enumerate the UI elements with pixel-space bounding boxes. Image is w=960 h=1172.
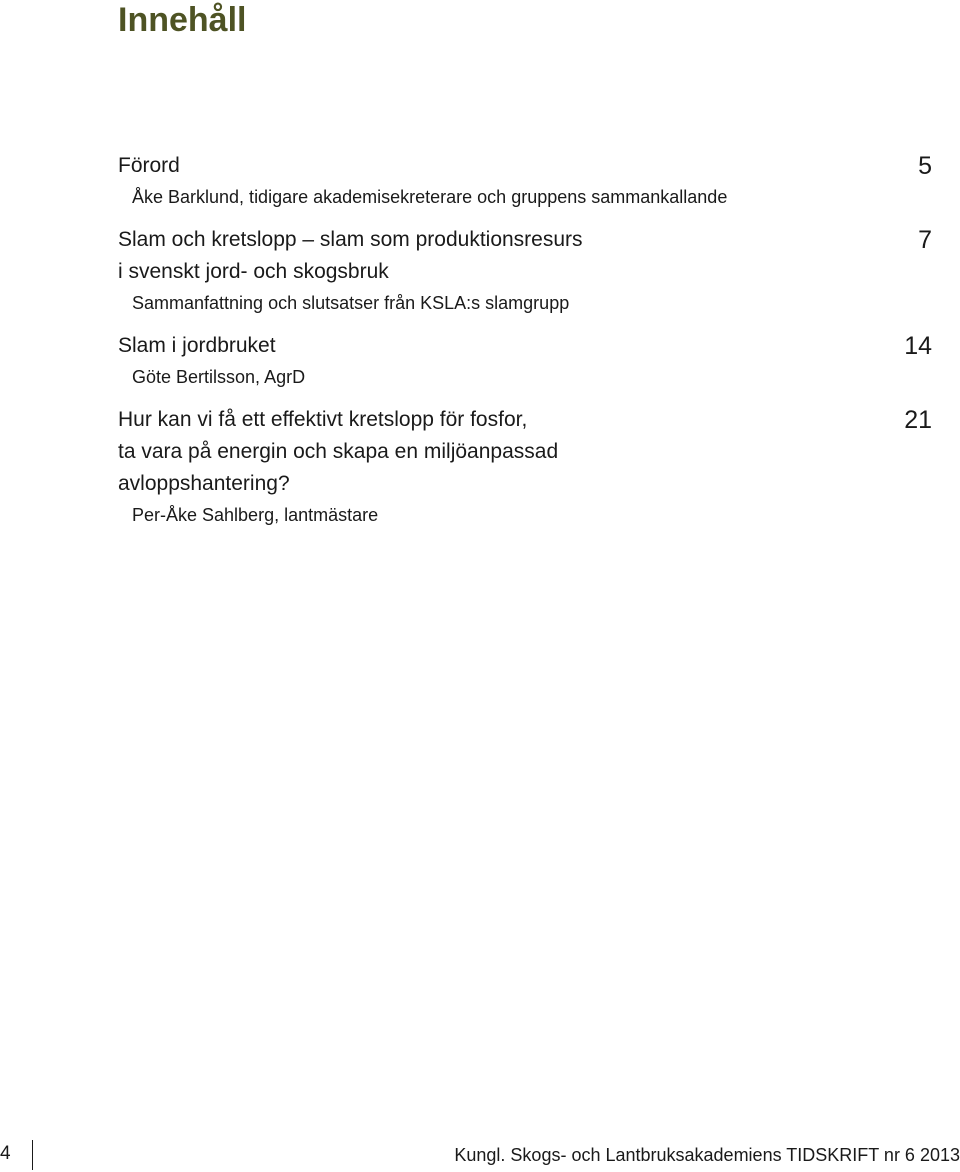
toc-title-line: ta vara på energin och skapa en miljöanpassad	[118, 440, 559, 463]
toc-entry-title	[118, 224, 932, 288]
toc-entry-slam-och-kretslopp	[118, 224, 932, 318]
footer-page-number: 4	[0, 1143, 11, 1164]
toc-entry-author: Per-Åke Sahlberg, lantmästare	[132, 505, 379, 525]
toc-title-line: i svenskt jord- och skogsbruk	[118, 260, 389, 283]
toc-title-line: Förord	[118, 154, 180, 177]
footer-journal-title: Kungl. Skogs- och Lantbruksakademiens TIDSKRIFT nr 6 2013	[454, 1145, 960, 1165]
page-title: Innehåll	[118, 1, 247, 39]
toc-entry-author: Göte Bertilsson, AgrD	[132, 367, 306, 387]
toc-entry-author: Sammanfattning och slutsatser från KSLA:s slamgrupp	[132, 293, 570, 313]
toc-entry-author: Åke Barklund, tidigare akademisekreterare och gruppens sammankallande	[132, 187, 728, 207]
toc-entry-title	[118, 150, 932, 182]
table-of-contents	[118, 150, 932, 542]
toc-page-number: 5	[918, 152, 932, 180]
toc-entry-title	[118, 404, 932, 500]
toc-page-number: 7	[918, 226, 932, 254]
toc-title-line: Slam i jordbruket	[118, 334, 276, 357]
toc-entry-fosfor	[118, 404, 932, 530]
toc-title-line: Hur kan vi få ett effektivt kretslopp för fosfor,	[118, 408, 528, 431]
toc-page-number: 14	[904, 332, 932, 360]
toc-page-number: 21	[904, 406, 932, 434]
footer-divider	[32, 1140, 33, 1170]
toc-title-line: avloppshantering?	[118, 472, 290, 495]
toc-entry-slam-i-jordbruket	[118, 330, 932, 392]
toc-entry-title	[118, 330, 932, 362]
toc-entry-forord	[118, 150, 932, 212]
toc-title-line: Slam och kretslopp – slam som produktionsresurs	[118, 228, 583, 251]
